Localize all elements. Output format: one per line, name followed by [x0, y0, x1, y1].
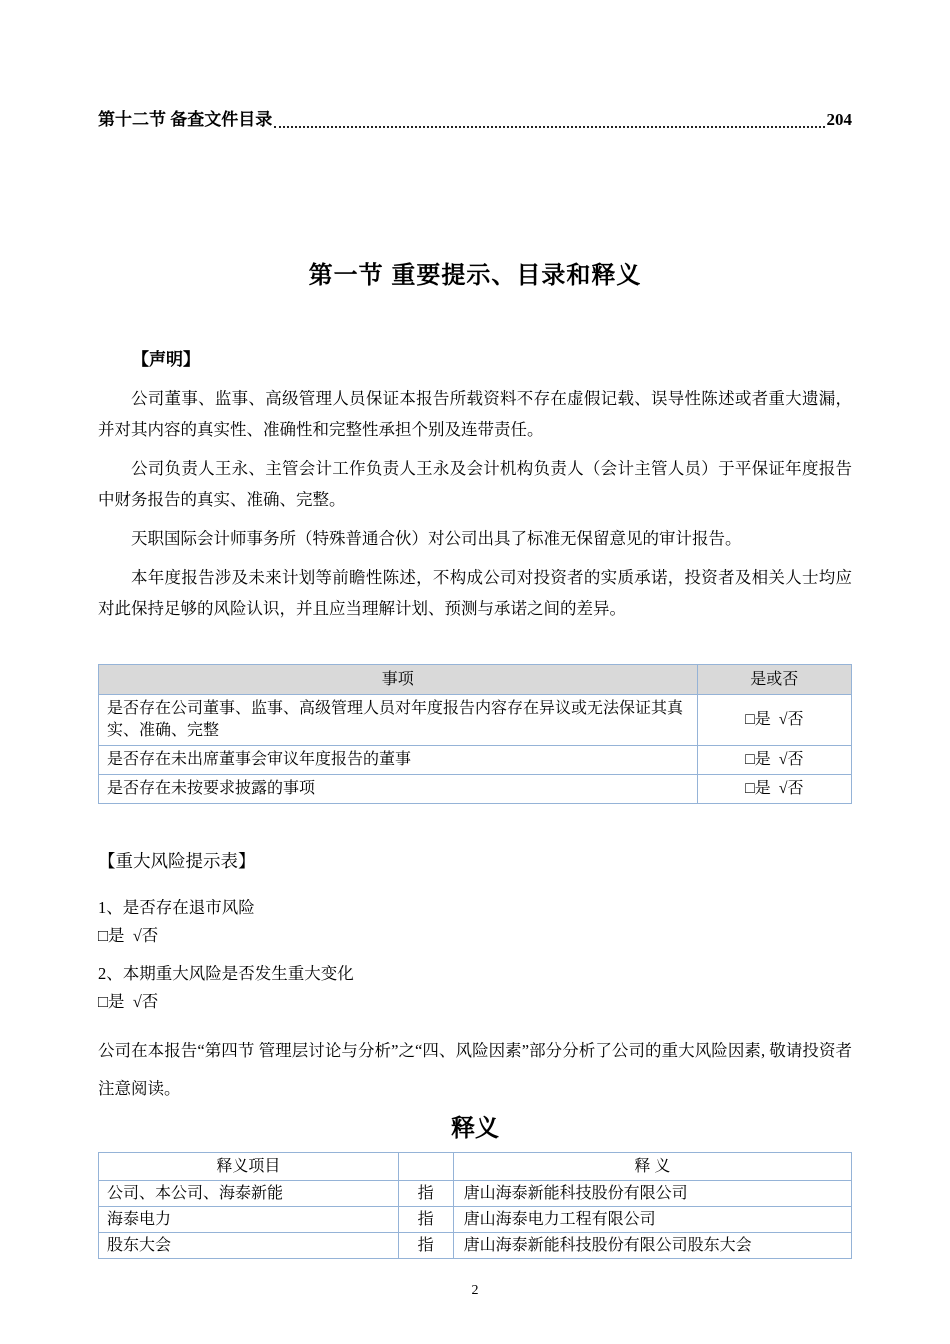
matters-row-answer: □是 √否	[697, 746, 851, 775]
section-title: 第一节 重要提示、目录和释义	[308, 262, 642, 289]
matters-header-answer: 是或否	[697, 665, 851, 695]
matters-row-item: 是否存在未出席董事会审议年度报告的董事	[99, 746, 698, 775]
definition-zhi: 指	[398, 1181, 453, 1207]
definition-term: 股东大会	[99, 1233, 399, 1259]
statement-heading: 【声明】	[132, 350, 200, 369]
definition-text: 唐山海泰新能科技股份有限公司股东大会	[453, 1233, 851, 1259]
risk-section-heading: 【重大风险提示表】	[98, 851, 256, 871]
matters-row-answer: □是 √否	[697, 695, 851, 746]
table-row	[99, 746, 852, 775]
matters-row-item: 是否存在未按要求披露的事项	[99, 775, 698, 804]
definitions-header-middle	[398, 1153, 453, 1181]
statement-paragraph-1: 公司董事、监事、高级管理人员保证本报告所载资料不存在虚假记载、误导性陈述或者重大遗漏，并对其内容的真实性、准确性和完整性承担个别及连带责任。	[98, 389, 852, 439]
statement-paragraph-2: 公司负责人王永、主管会计工作负责人王永及会计机构负责人（会计主管人员）于平保证年度报告中财务报告的真实、准确、完整。	[98, 459, 852, 509]
table-row	[99, 1181, 852, 1207]
definitions-header-definition: 释 义	[453, 1153, 851, 1181]
matters-table	[98, 664, 852, 804]
matters-row-answer: □是 √否	[697, 775, 851, 804]
toc-entry-page-number: 204	[826, 110, 852, 129]
risk-note-paragraph: 公司在本报告“第四节 管理层讨论与分析”之“四、风险因素”部分分析了公司的重大风险因素, 敬请投资者注意阅读。	[98, 1041, 852, 1098]
definition-term: 公司、本公司、海泰新能	[99, 1181, 399, 1207]
table-row	[99, 775, 852, 804]
matters-table-header-row	[99, 665, 852, 695]
risk-question-1: 1、是否存在退市风险	[98, 898, 255, 917]
matters-header-item: 事项	[99, 665, 698, 695]
page-number: 2	[471, 1283, 479, 1298]
definitions-header-term: 释义项目	[99, 1153, 399, 1181]
definitions-title: 释义	[451, 1115, 499, 1142]
table-row	[99, 695, 852, 746]
definitions-table-header-row	[99, 1153, 852, 1181]
risk-question-2: 2、本期重大风险是否发生重大变化	[98, 964, 354, 983]
definitions-table	[98, 1152, 852, 1259]
definition-term: 海泰电力	[99, 1207, 399, 1233]
toc-entry	[98, 108, 852, 132]
statement-paragraph-4: 本年度报告涉及未来计划等前瞻性陈述，不构成公司对投资者的实质承诺，投资者及相关人士均应对此保持足够的风险认识，并且应当理解计划、预测与承诺之间的差异。	[98, 568, 852, 618]
risk-answer-2: □是 √否	[98, 992, 159, 1011]
definition-zhi: 指	[398, 1207, 453, 1233]
table-row	[99, 1233, 852, 1259]
definition-text: 唐山海泰电力工程有限公司	[453, 1207, 851, 1233]
statement-paragraph-3: 天职国际会计师事务所（特殊普通合伙）对公司出具了标准无保留意见的审计报告。	[131, 529, 742, 548]
risk-answer-1: □是 √否	[98, 926, 159, 945]
table-row	[99, 1207, 852, 1233]
toc-dot-leader	[274, 126, 824, 128]
toc-entry-label: 第十二节 备查文件目录	[98, 110, 273, 129]
matters-row-item: 是否存在公司董事、监事、高级管理人员对年度报告内容存在异议或无法保证其真实、准确、完整	[99, 695, 698, 746]
definition-zhi: 指	[398, 1233, 453, 1259]
definition-text: 唐山海泰新能科技股份有限公司	[453, 1181, 851, 1207]
